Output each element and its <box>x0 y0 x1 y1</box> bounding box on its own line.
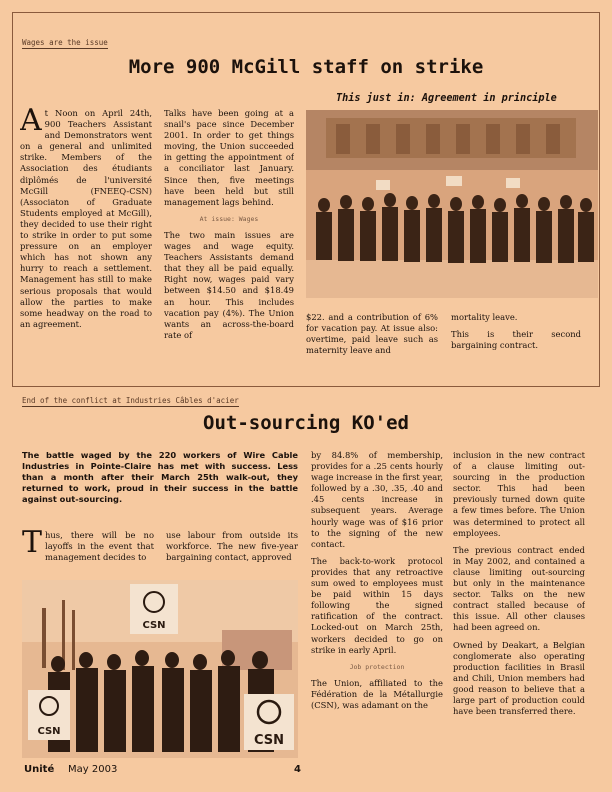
strike-rally-photo <box>306 110 598 298</box>
article1-photo-caption: This just in: Agreement in principle <box>336 93 557 104</box>
footer-date: May 2003 <box>68 764 118 775</box>
article2-col1-text: hus, there will be no layoffs in the event that management decides to <box>45 530 154 563</box>
article2-column-2 <box>166 530 298 576</box>
article1-col1-text: t Noon on April 24th, 900 Teachers Assistant and Demonstrators went on a general and unlimited strike. Members of the Association des étudiants diplômés de l'université McGill (FNEEQ-CSN) (Associaton of Graduate Students employed at McGill), they decided to use their right to strike in order to put some pressure on an employer which has not shown any hurry to reach a settlement. Management has still to make serious proposals that would allow the parties to make some headway on the road to an agreement. <box>20 108 152 329</box>
article1-column-4 <box>451 312 581 364</box>
right-border-rule <box>599 12 600 386</box>
article2-col4-text-a: inclusion in the new contract of a clause limiting out-sourcing in the production sector. This had been previously turned down quite a few times before. The Union was determined to protect all employees. <box>453 450 585 538</box>
article1-subhead-wages: At issue: Wages <box>199 214 259 223</box>
article1-col4-text-b: This is their second bargaining contract. <box>451 329 581 351</box>
article1-col3-text: $22. and a contribution of 6% for vacation pay. At issue also: overtime, paid leave such as maternity leave and <box>306 312 438 356</box>
article2-dropcap: T <box>22 530 43 560</box>
article2-col3-text-b: The back-to-work protocol provides that any retroactive sum owed to employees must be paid within 15 days following the signed ratification of the contract. Locked-out on March 25th, workers decided to go on strike in early April. <box>311 555 443 655</box>
article1-column-1 <box>20 108 152 363</box>
article2-column-4 <box>453 450 585 760</box>
csn-sign-right <box>244 694 294 750</box>
article2-column-1 <box>22 530 154 576</box>
article1-col2-text-b: The two main issues are wages and wage equity. Teachers Assistants demand that they all be paid equally. Right now, wages paid vary between $14.50 and $18.49 an hour. This includes vacation pay (4%). The Union wants an across-the-board rate of <box>164 229 294 340</box>
csn-flag-top-text: CSN <box>142 620 166 631</box>
article2-headline: Out-sourcing KO'ed <box>203 412 409 434</box>
footer-page-number: 4 <box>294 764 301 775</box>
article2-col3-text-a: by 84.8% of membership, provides for a .25 cents hourly wage increase in the first year, followed by a .30, .35, .40 and .45 cents increase in subsequent years. Average hourly wage was of $16 prior to the signing of the new contact. <box>311 450 443 549</box>
article2-col2-text: use labour from outside its workforce. The new five-year bargaining contact, approved <box>166 530 298 563</box>
article2-kicker: End of the conflict at Industries Câbles d'acier <box>22 396 239 405</box>
csn-flag-top <box>130 584 178 634</box>
article1-column-2 <box>164 108 294 363</box>
footer-publication: Unité <box>24 764 55 775</box>
article2-column-3 <box>311 450 443 760</box>
article1-dropcap: A <box>20 108 42 138</box>
article1-headline: More 900 McGill staff on strike <box>128 56 484 78</box>
article1-kicker: Wages are the issue <box>22 38 108 47</box>
csn-sign-right-text: CSN <box>253 733 285 748</box>
csn-sign-left-text: CSN <box>37 726 61 737</box>
article-divider-rule <box>12 386 600 387</box>
article2-col4-text-b: The previous contract ended in May 2002, and contained a clause limiting out-sourcing but only in the maintenance sector. Talks on the new contract stalled because of this issue. All other clauses had been agreed on. <box>453 544 585 633</box>
csn-sign-left <box>28 690 70 740</box>
wire-cable-workers-photo <box>22 580 298 758</box>
article2-subhead-job-protection: Job protection <box>349 662 405 671</box>
article1-column-3 <box>306 312 438 364</box>
article2-col4-text-c: Owned by Deakart, a Belgian conglomerate also operating production facilities in Brasil and Chili, Union members had good reason to believe that a large part of production could have been transferred there. <box>453 639 585 717</box>
article1-col2-text-a: Talks have been going at a snail's pace since December 2001. In order to get things moving, the Union succeeded in getting the appointment of a conciliator last January. Since then, five meetings have been held but still management lags behind. <box>164 108 294 207</box>
article2-lead: The battle waged by the 220 workers of Wire Cable Industries in Pointe-Claire has met with success. Less than a month after their March 25th walk-out, they returned to work, proud in their success in the battle against out-sourcing. <box>22 450 298 504</box>
article1-col4-text-a: mortality leave. <box>451 312 518 322</box>
left-border-rule <box>12 12 13 386</box>
article2-col3-text-c: The Union, affiliated to the Fédération de la Métallurgie (CSN), was adamant on the <box>311 677 443 710</box>
top-border-rule <box>12 12 600 13</box>
